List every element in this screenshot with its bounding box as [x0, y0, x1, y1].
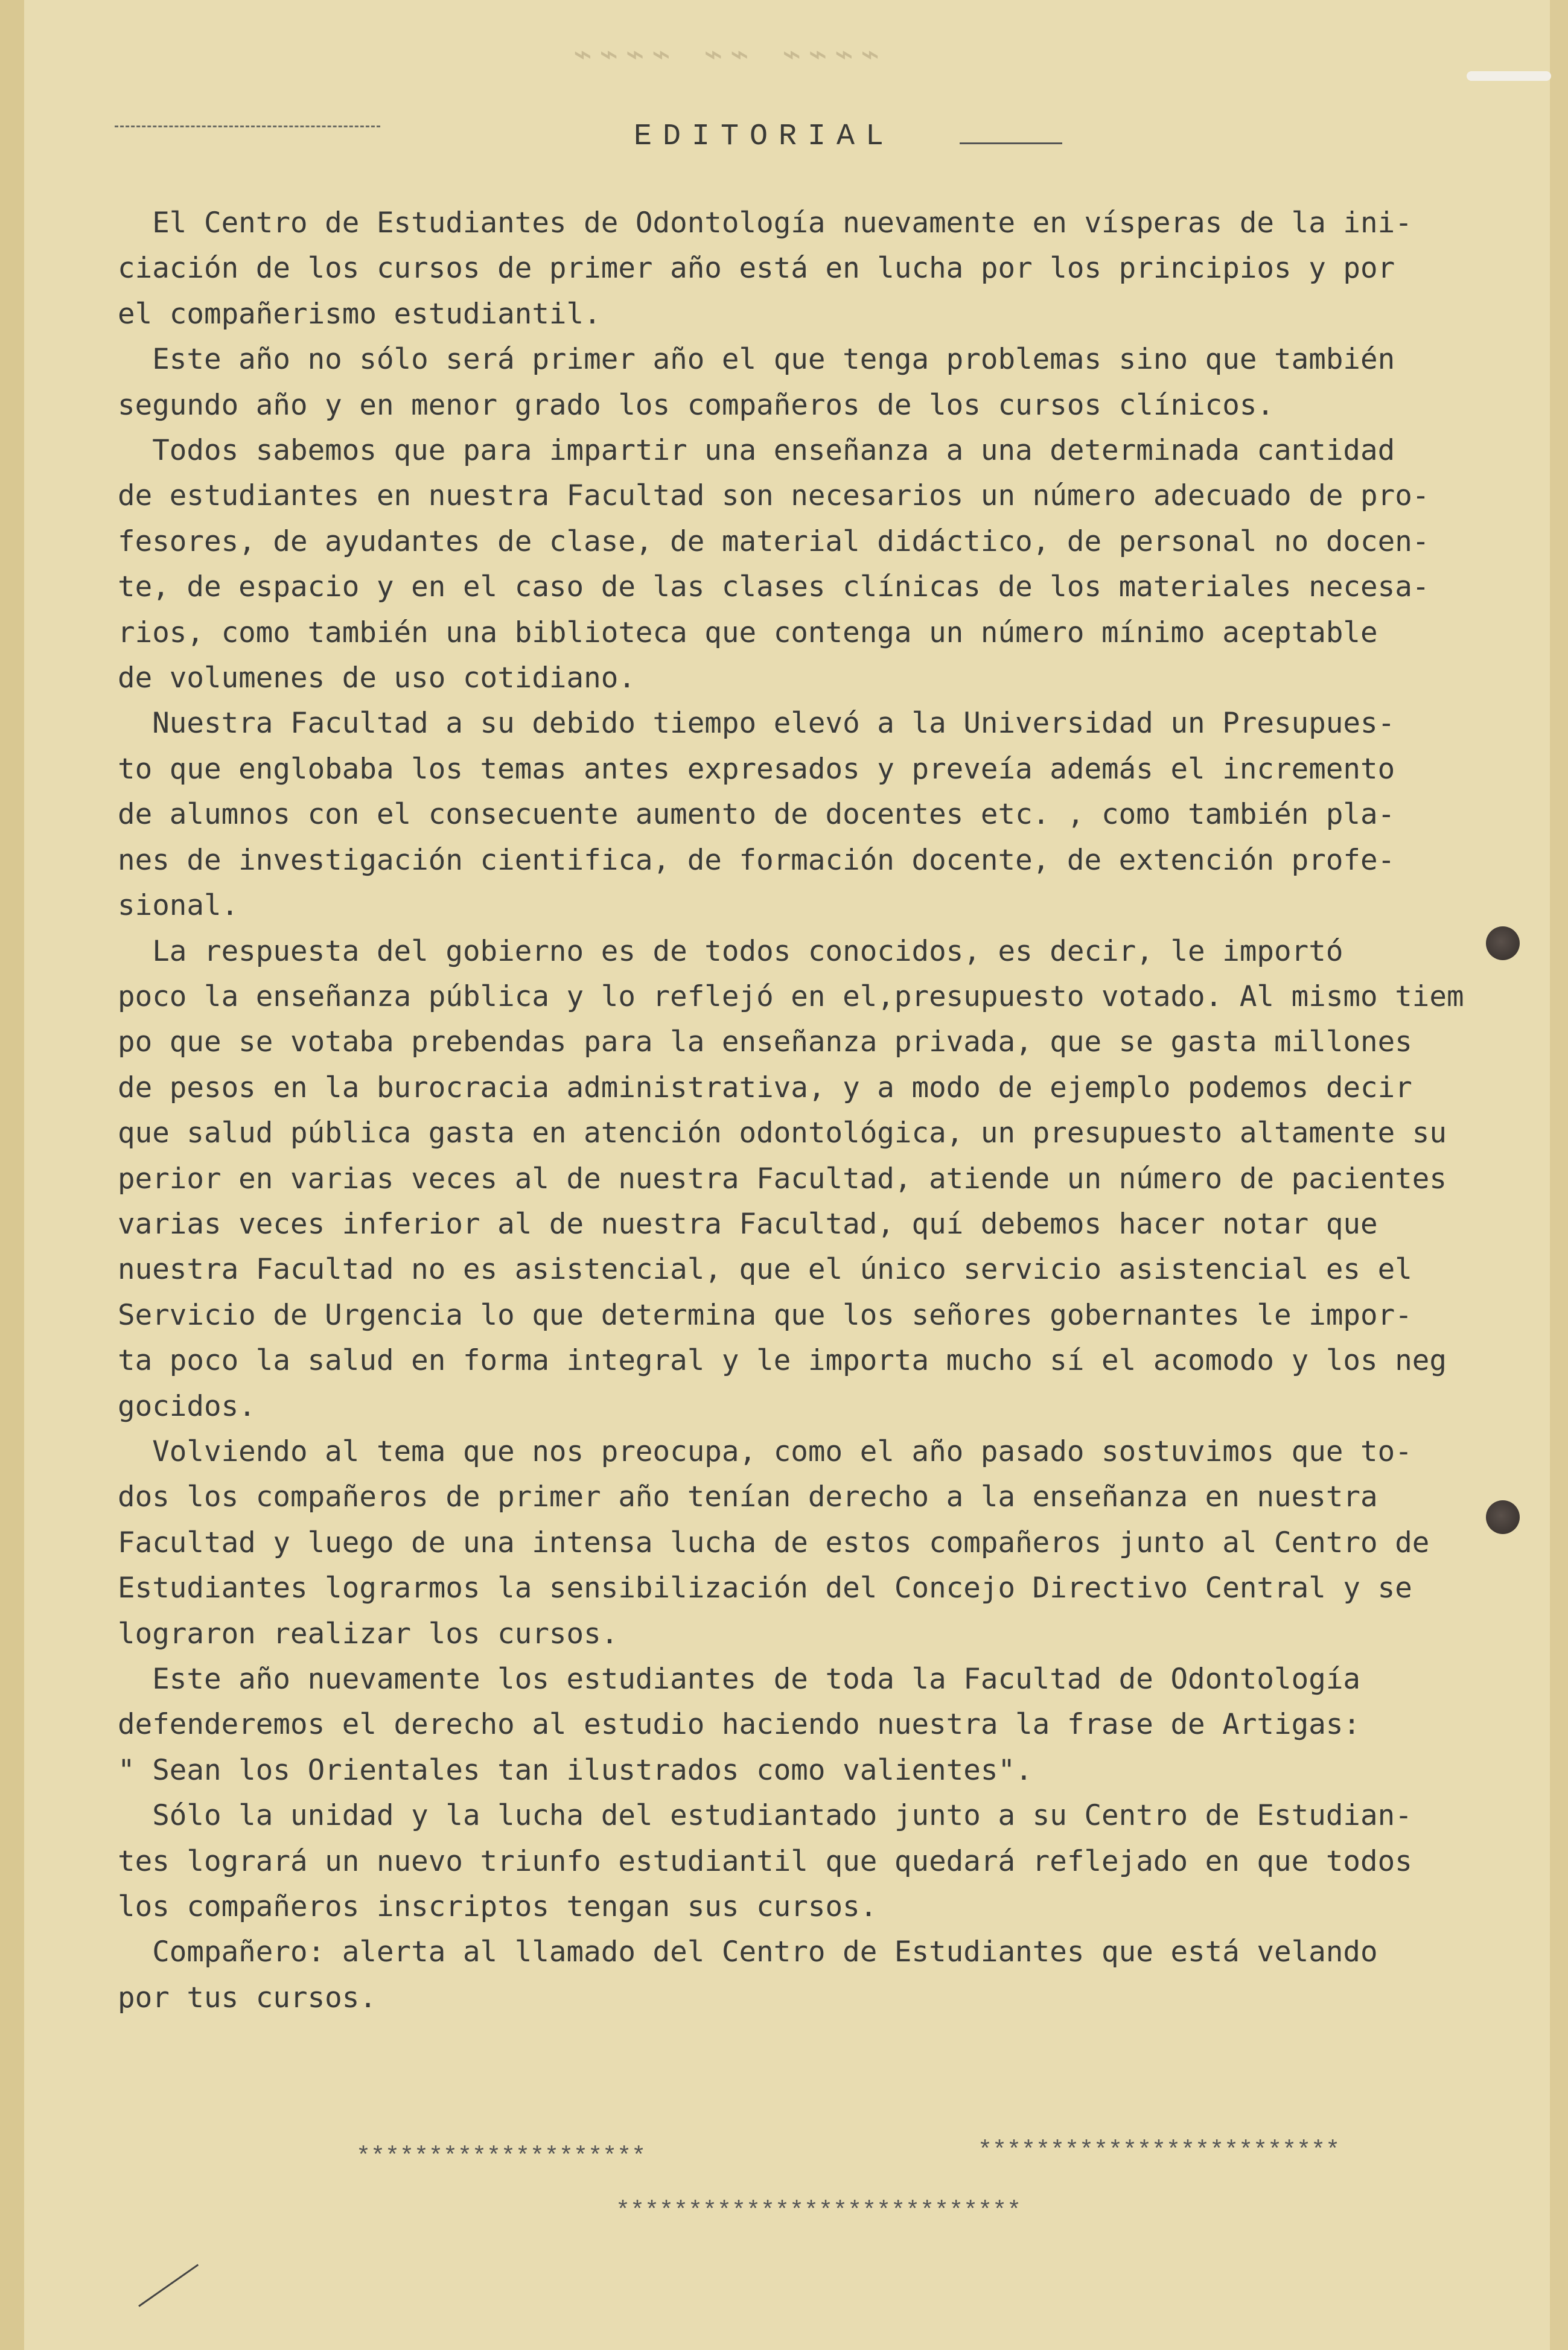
body-line: segundo año y en menor grado los compañeros de los cursos clínicos.	[118, 388, 1275, 422]
body-line: Servicio de Urgencia lo que determina que los señores gobernantes le impor-	[118, 1298, 1412, 1332]
body-line: to que englobaba los temas antes expresados y preveía además el incremento	[118, 752, 1395, 786]
editorial-title: EDITORIAL	[634, 119, 895, 154]
body-line: que salud pública gasta en atención odontológica, un presupuesto altamente su	[118, 1116, 1447, 1150]
body-line: nuestra Facultad no es asistencial, que el único servicio asistencial es el	[118, 1253, 1412, 1287]
body-line: varias veces inferior al de nuestra Facultad, quí debemos hacer notar que	[118, 1207, 1378, 1241]
paper-edge-right	[1550, 0, 1568, 2350]
body-line: rios, como también una biblioteca que contenga un número mínimo aceptable	[118, 616, 1378, 649]
body-line: po que se votaba prebendas para la enseñanza privada, que se gasta millones	[118, 1025, 1412, 1059]
body-line: poco la enseñanza pública y lo reflejó en el,presupuesto votado. Al mismo tiem	[118, 979, 1464, 1013]
body-line: lograron realizar los cursos.	[118, 1617, 619, 1651]
body-line: El Centro de Estudiantes de Odontología nuevamente en vísperas de la ini-	[118, 206, 1412, 240]
body-line: sional.	[118, 889, 239, 923]
punch-hole	[1486, 1500, 1520, 1534]
body-line: dos los compañeros de primer año tenían derecho a la enseñanza en nuestra	[118, 1480, 1378, 1514]
body-line: " Sean los Orientales tan ilustrados como valientes".	[118, 1753, 1033, 1787]
body-line: de estudiantes en nuestra Facultad son necesarios un número adecuado de pro-	[118, 479, 1430, 513]
body-line: de volumenes de uso cotidiano.	[118, 661, 636, 695]
body-line: ciación de los cursos de primer año está en lucha por los principios y por	[118, 252, 1395, 285]
divider-stars-center: ****************************	[616, 2198, 1022, 2225]
body-line: Nuestra Facultad a su debido tiempo elevó a la Universidad un Presupues-	[118, 707, 1395, 740]
body-line: Este año no sólo será primer año el que tenga problemas sino que también	[118, 343, 1395, 377]
body-line: el compañerismo estudiantil.	[118, 297, 601, 331]
title-underline	[960, 142, 1062, 144]
body-line: los compañeros inscriptos tengan sus cursos.	[118, 1890, 878, 1924]
body-line: de pesos en la burocracia administrativa, y a modo de ejemplo podemos decir	[118, 1071, 1412, 1104]
body-line: por tus cursos.	[118, 1981, 377, 2014]
body-line: Todos sabemos que para impartir una enseñanza a una determinada cantidad	[118, 434, 1395, 468]
body-line: La respuesta del gobierno es de todos conocidos, es decir, le importó	[118, 934, 1343, 968]
body-line: gocidos.	[118, 1389, 256, 1423]
body-line: perior en varias veces al de nuestra Facultad, atiende un número de pacientes	[118, 1162, 1447, 1196]
body-line: de alumnos con el consecuente aumento de docentes etc. , como también pla-	[118, 798, 1395, 832]
pencil-mark	[138, 2264, 199, 2307]
body-line: Sólo la unidad y la lucha del estudiantado junto a su Centro de Estudian-	[118, 1799, 1412, 1833]
body-line: Facultad y luego de una intensa lucha de estos compañeros junto al Centro de	[118, 1526, 1430, 1559]
body-line: tes logrará un nuevo triunfo estudiantil que quedará reflejado en que todos	[118, 1844, 1412, 1878]
body-line: Compañero: alerta al llamado del Centro de Estudiantes que está velando	[118, 1935, 1378, 1969]
body-line: Volviendo al tema que nos preocupa, como el año pasado sostuvimos que to-	[118, 1435, 1412, 1468]
body-line: nes de investigación cientifica, de formación docente, de extención profe-	[118, 843, 1395, 877]
paper-edge-left	[0, 0, 24, 2350]
divider-stars-left: ********************	[356, 2144, 646, 2171]
body-line: ta poco la salud en forma integral y le importa mucho sí el acomodo y los neg	[118, 1344, 1447, 1378]
paper-clip-mark	[1467, 71, 1551, 81]
top-dashes	[115, 126, 380, 127]
divider-stars-right: *************************	[978, 2138, 1340, 2165]
editorial-body	[118, 200, 1530, 2020]
body-line: Este año nuevamente los estudiantes de toda la Facultad de Odontología	[118, 1663, 1361, 1696]
body-line: Estudiantes lograrmos la sensibilización del Concejo Directivo Central y se	[118, 1571, 1412, 1605]
body-line: defenderemos el derecho al estudio haciendo nuestra la frase de Artigas:	[118, 1708, 1361, 1742]
body-line: fesores, de ayudantes de clase, de material didáctico, de personal no docen-	[118, 524, 1430, 558]
body-line: te, de espacio y en el caso de las clases clínicas de los materiales necesa-	[118, 570, 1430, 604]
bleed-through-marks: ⌁⌁⌁⌁ ⌁⌁ ⌁⌁⌁⌁	[573, 39, 887, 74]
punch-hole	[1486, 926, 1520, 960]
